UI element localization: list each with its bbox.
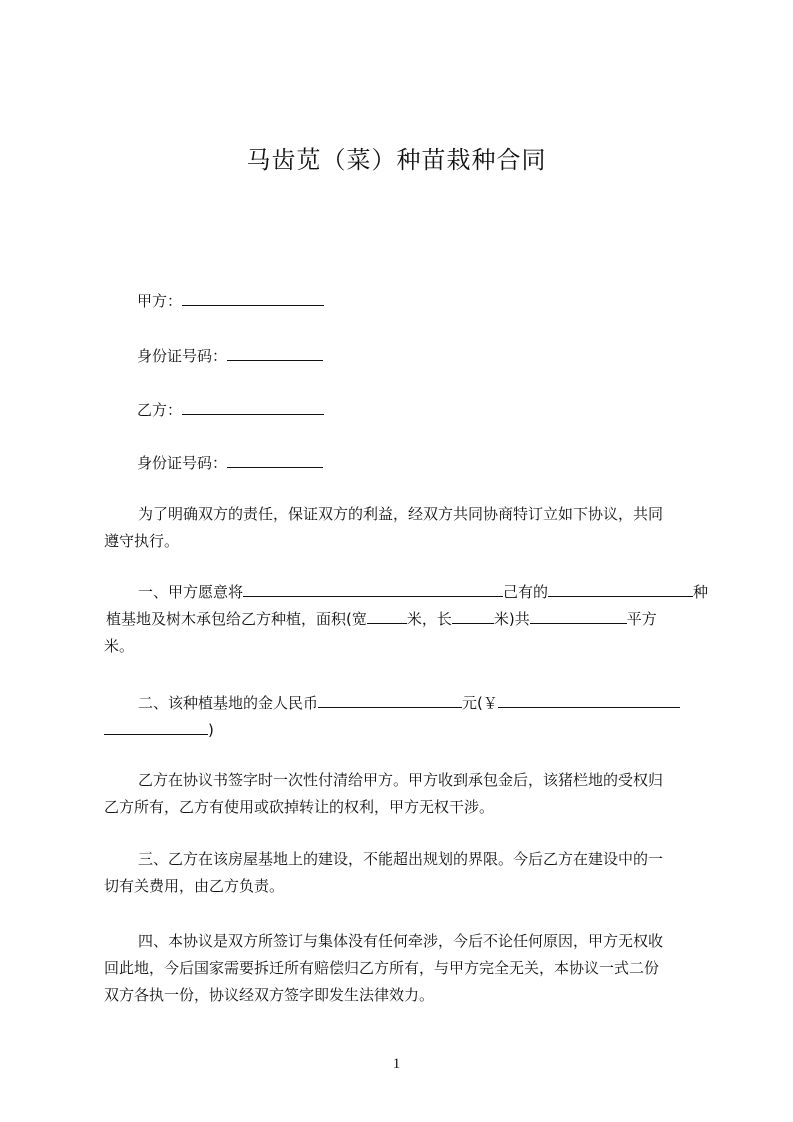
clause-1-line-1: 一、甲方愿意将 己有的 种	[138, 583, 709, 601]
clause-3-line-1: 三、乙方在该房屋基地上的建设，不能超出规划的界限。今后乙方在建设中的一	[138, 850, 664, 868]
clause-4	[104, 928, 704, 1009]
intro-line-1: 为了明确双方的责任，保证双方的利益，经双方共同协商特订立如下协议，共同	[138, 505, 664, 523]
width-blank	[367, 608, 407, 624]
clause-1-land-blank	[548, 581, 693, 597]
clause-1-line-3: 米。	[104, 637, 135, 655]
amount-words-blank	[318, 692, 462, 708]
payment-line-1: 乙方在协议书签字时一次性付清给甲方。甲方收到承包金后，该猪栏地的受权归	[138, 771, 664, 789]
party-a-blank	[182, 290, 324, 306]
clause-4-line-3: 双方各执一份，协议经双方签字即发生法律效力。	[104, 986, 435, 1004]
payment-line-2: 乙方所有，乙方有使用或砍掉转让的权利，甲方无权干涉。	[104, 798, 495, 816]
page-number: 1	[392, 1056, 401, 1072]
payment-paragraph	[104, 767, 704, 821]
clause-4-line-1: 四、本协议是双方所签订与集体没有任何牵涉，今后不论任何原因，甲方无权收	[138, 932, 664, 950]
party-b-id-blank	[227, 452, 323, 468]
clause-2-line-1: 二、该种植基地的金人民币 元(￥	[104, 690, 704, 717]
clause-1	[104, 579, 709, 660]
clause-1-line-2: 植基地及树木承包给乙方种植，面积(宽 米，长 米)共 平方	[106, 610, 657, 628]
intro-line-2: 遵守执行。	[104, 532, 180, 550]
clause-1-owner-blank	[243, 581, 503, 597]
clause-3	[104, 846, 704, 900]
party-a-label: 甲方：	[137, 292, 183, 310]
clause-4-line-2: 回此地，今后国家需要拆迁所有赔偿归乙方所有，与甲方完全无关，本协议一式二份	[104, 959, 660, 977]
party-b-id-label: 身份证号码：	[137, 454, 228, 472]
party-a-id-line	[137, 345, 323, 366]
clause-2-line-2: )	[104, 717, 704, 744]
party-b-id-line	[137, 452, 323, 473]
area-blank	[530, 608, 627, 624]
intro-paragraph	[104, 501, 704, 555]
party-a-id-label: 身份证号码：	[137, 347, 228, 365]
amount-figures-blank	[498, 692, 680, 708]
document-title: 马齿苋（菜）种苗栽种合同	[246, 146, 547, 174]
length-blank	[452, 608, 494, 624]
party-a-line	[137, 290, 324, 311]
party-b-blank	[182, 399, 324, 415]
clause-2	[104, 690, 704, 744]
amount-figures-blank-cont	[104, 719, 208, 735]
party-a-id-blank	[227, 345, 323, 361]
party-b-line	[137, 399, 324, 420]
party-b-label: 乙方：	[137, 401, 183, 419]
clause-3-line-2: 切有关费用，由乙方负责。	[104, 877, 285, 895]
